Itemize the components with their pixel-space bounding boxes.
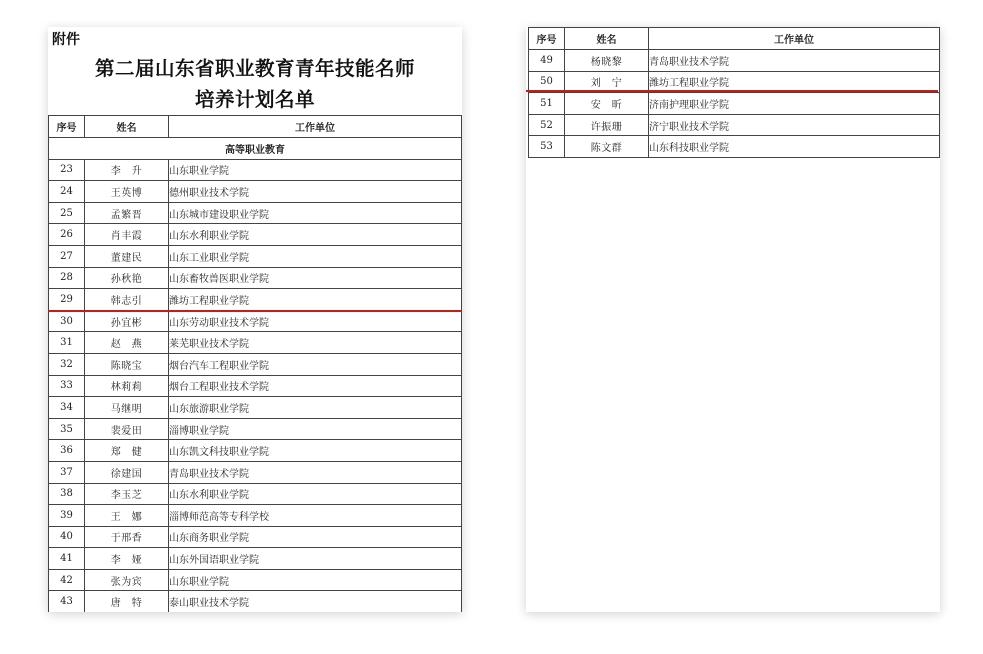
table-row <box>49 418 462 440</box>
row-number: 26 <box>49 224 85 246</box>
work-unit: 山东畜牧兽医职业学院 <box>169 267 462 289</box>
person-name: 刘 宁 <box>565 71 649 93</box>
work-unit: 潍坊工程职业学院 <box>169 289 462 311</box>
document-page-right <box>526 27 940 612</box>
person-name: 陈晓宝 <box>85 353 169 375</box>
person-name: 李 娅 <box>85 548 169 570</box>
row-number: 23 <box>49 159 85 181</box>
table-row <box>529 136 940 158</box>
highlight-underline <box>48 310 462 312</box>
table-row <box>49 353 462 375</box>
row-number: 43 <box>49 591 85 612</box>
person-name: 杨晓黎 <box>565 50 649 72</box>
work-unit: 山东外国语职业学院 <box>169 548 462 570</box>
person-name: 孟繁晋 <box>85 202 169 224</box>
work-unit: 德州职业技术学院 <box>169 181 462 203</box>
table-row <box>49 202 462 224</box>
header-unit: 工作单位 <box>649 28 940 50</box>
table-row <box>49 591 462 612</box>
header-no: 序号 <box>49 116 85 138</box>
table-row <box>49 505 462 527</box>
row-number: 33 <box>49 375 85 397</box>
row-number: 50 <box>529 71 565 93</box>
work-unit: 山东劳动职业技术学院 <box>169 310 462 332</box>
table-row <box>49 289 462 311</box>
row-number: 27 <box>49 245 85 267</box>
document-page-left <box>48 27 462 612</box>
row-number: 37 <box>49 461 85 483</box>
document-title-line-1: 第二届山东省职业教育青年技能名师 <box>94 57 415 80</box>
row-number: 38 <box>49 483 85 505</box>
work-unit: 淄博职业学院 <box>169 418 462 440</box>
person-name: 王 娜 <box>85 505 169 527</box>
work-unit: 山东城市建设职业学院 <box>169 202 462 224</box>
table-row <box>49 440 462 462</box>
row-number: 53 <box>529 136 565 158</box>
work-unit: 潍坊工程职业学院 <box>649 71 940 93</box>
section-row <box>49 138 462 160</box>
person-name: 王英博 <box>85 181 169 203</box>
row-number: 49 <box>529 50 565 72</box>
header-unit: 工作单位 <box>169 116 462 138</box>
person-name: 赵 燕 <box>85 332 169 354</box>
row-number: 24 <box>49 181 85 203</box>
table-row <box>529 114 940 136</box>
table-header-row <box>49 116 462 138</box>
row-number: 51 <box>529 93 565 115</box>
table-row <box>49 159 462 181</box>
row-number: 39 <box>49 505 85 527</box>
work-unit: 烟台汽车工程职业学院 <box>169 353 462 375</box>
work-unit: 青岛职业技术学院 <box>649 50 940 72</box>
row-number: 41 <box>49 548 85 570</box>
work-unit: 山东职业学院 <box>169 159 462 181</box>
table-row <box>49 224 462 246</box>
table-row <box>49 310 462 332</box>
work-unit: 山东旅游职业学院 <box>169 397 462 419</box>
table-row <box>49 526 462 548</box>
row-number: 36 <box>49 440 85 462</box>
header-name: 姓名 <box>565 28 649 50</box>
person-name: 马继明 <box>85 397 169 419</box>
table-row <box>529 93 940 115</box>
person-name: 许振珊 <box>565 114 649 136</box>
work-unit: 山东水利职业学院 <box>169 224 462 246</box>
work-unit: 烟台工程职业技术学院 <box>169 375 462 397</box>
work-unit: 山东职业学院 <box>169 569 462 591</box>
table-row <box>49 332 462 354</box>
person-name: 孙宜彬 <box>85 310 169 332</box>
table-row <box>49 483 462 505</box>
work-unit: 山东商务职业学院 <box>169 526 462 548</box>
person-name: 李 升 <box>85 159 169 181</box>
work-unit: 青岛职业技术学院 <box>169 461 462 483</box>
work-unit: 山东水利职业学院 <box>169 483 462 505</box>
table-header-row <box>529 28 940 50</box>
table-row <box>49 569 462 591</box>
person-name: 徐建国 <box>85 461 169 483</box>
row-number: 52 <box>529 114 565 136</box>
section-title: 高等职业教育 <box>49 138 462 160</box>
row-number: 31 <box>49 332 85 354</box>
roster-table-right <box>528 27 940 158</box>
person-name: 郑 健 <box>85 440 169 462</box>
table-row <box>49 267 462 289</box>
person-name: 陈文群 <box>565 136 649 158</box>
document-title-line-2: 培养计划名单 <box>194 88 315 111</box>
roster-table-left <box>48 115 462 612</box>
work-unit: 泰山职业技术学院 <box>169 591 462 612</box>
work-unit: 山东科技职业学院 <box>649 136 940 158</box>
person-name: 韩志引 <box>85 289 169 311</box>
work-unit: 山东凯文科技职业学院 <box>169 440 462 462</box>
work-unit: 济宁职业技术学院 <box>649 114 940 136</box>
work-unit: 山东工业职业学院 <box>169 245 462 267</box>
work-unit: 济南护理职业学院 <box>649 93 940 115</box>
header-name: 姓名 <box>85 116 169 138</box>
table-row <box>49 461 462 483</box>
person-name: 安 昕 <box>565 93 649 115</box>
row-number: 40 <box>49 526 85 548</box>
work-unit: 莱芜职业技术学院 <box>169 332 462 354</box>
row-number: 25 <box>49 202 85 224</box>
person-name: 孙秋艳 <box>85 267 169 289</box>
row-number: 34 <box>49 397 85 419</box>
person-name: 董建民 <box>85 245 169 267</box>
row-number: 32 <box>49 353 85 375</box>
table-row <box>529 50 940 72</box>
attachment-label: 附件 <box>52 32 80 48</box>
person-name: 于邢香 <box>85 526 169 548</box>
row-number: 30 <box>49 310 85 332</box>
row-number: 35 <box>49 418 85 440</box>
highlight-underline <box>526 90 938 92</box>
person-name: 肖丰霞 <box>85 224 169 246</box>
work-unit: 淄博师范高等专科学校 <box>169 505 462 527</box>
table-row <box>49 181 462 203</box>
table-row <box>49 245 462 267</box>
row-number: 42 <box>49 569 85 591</box>
table-row <box>49 548 462 570</box>
table-row <box>49 375 462 397</box>
header-no: 序号 <box>529 28 565 50</box>
person-name: 李玉芝 <box>85 483 169 505</box>
table-row <box>49 397 462 419</box>
person-name: 裴爱田 <box>85 418 169 440</box>
row-number: 29 <box>49 289 85 311</box>
person-name: 张为宾 <box>85 569 169 591</box>
person-name: 唐 特 <box>85 591 169 612</box>
row-number: 28 <box>49 267 85 289</box>
person-name: 林莉莉 <box>85 375 169 397</box>
